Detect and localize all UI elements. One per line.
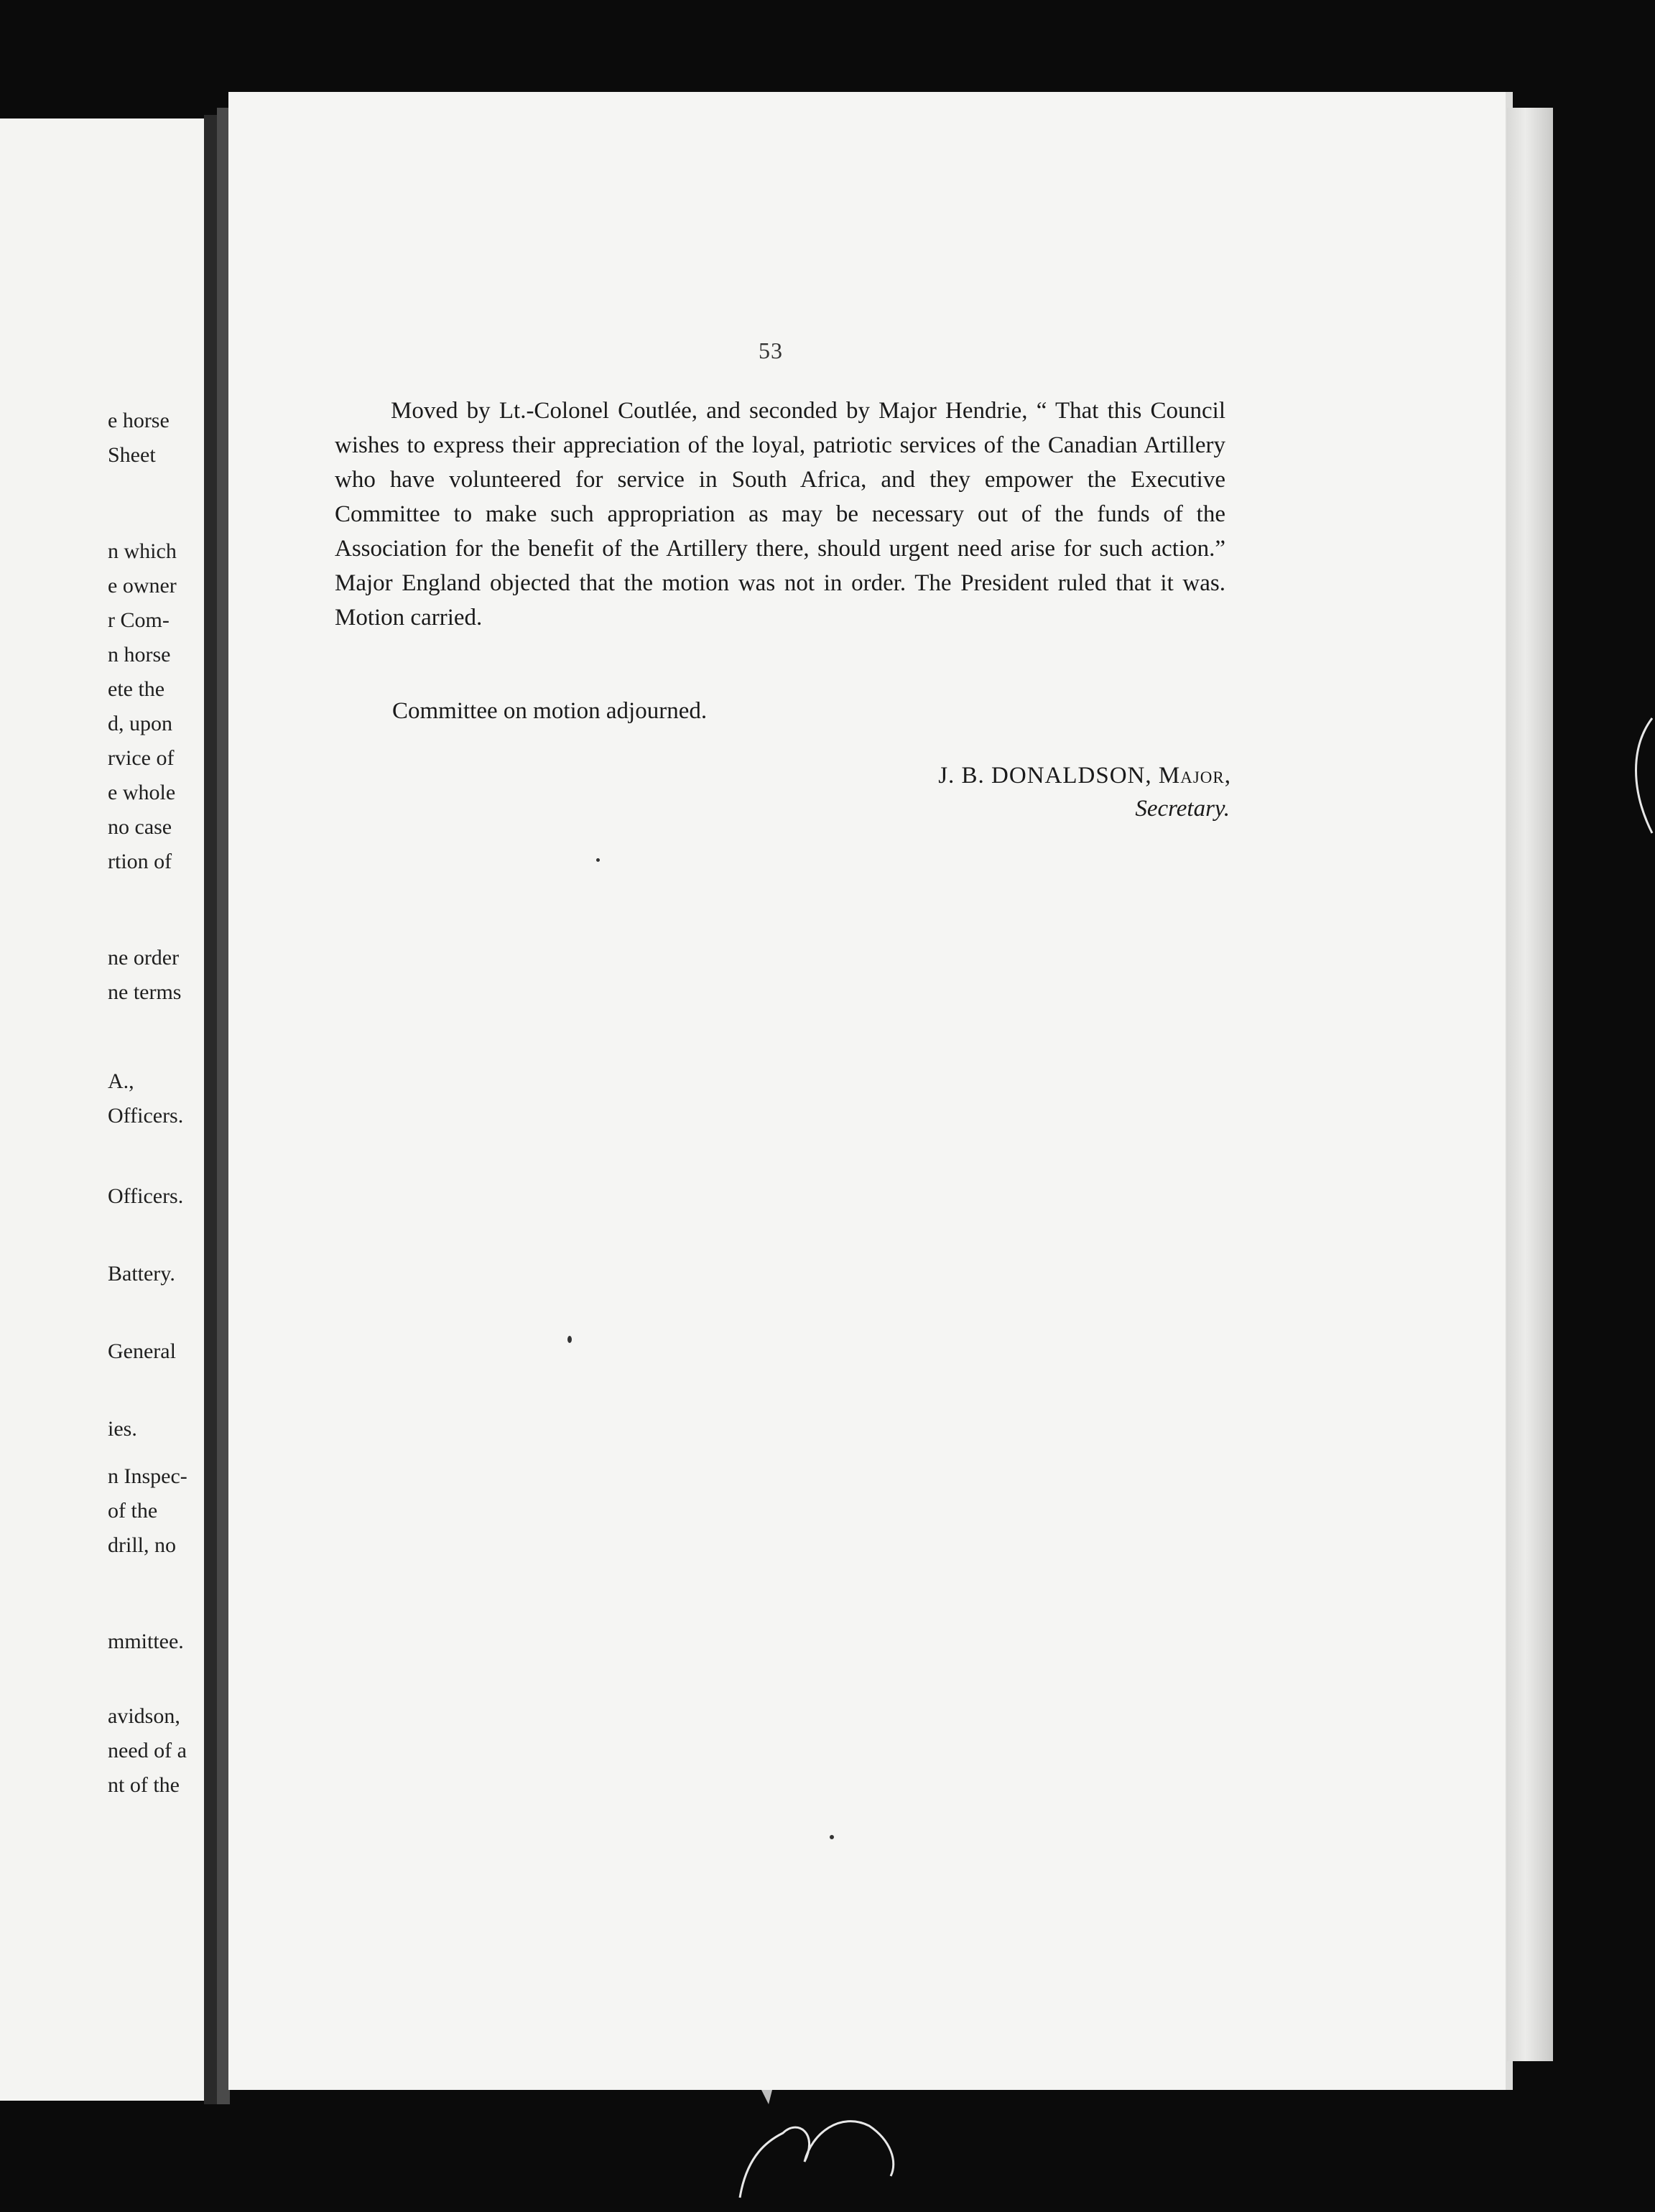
left-page-line: Battery. xyxy=(108,1262,175,1286)
scan-debris-curve xyxy=(718,2090,934,2212)
left-facing-page xyxy=(0,118,215,2101)
left-page-line: n which xyxy=(108,539,177,563)
left-page-line: need of a xyxy=(108,1739,187,1762)
adjournment-line: Committee on motion adjourned. xyxy=(392,698,708,724)
left-page-line: avidson, xyxy=(108,1704,180,1728)
signature-block xyxy=(938,763,1231,789)
signatory-rank: Major, xyxy=(1158,763,1231,789)
motion-paragraph: Moved by Lt.-Colonel Coutlée, and seconded by Major Hendrie, “ That this Council wishes to express their appreciation of the loyal, patriotic services of the Canadian Artillery who have volunteered for service in South Africa, and they empower the Executive Committee to make such appropriation as may be necessary out of the funds of the Association for the benefit of the Artillery there, should urgent need arise for such action.” Major England objected that the motion was not in order. The President ruled that it was. Motion carried. xyxy=(335,398,1225,631)
left-page-line: e horse xyxy=(108,409,170,432)
left-page-line: ete the xyxy=(108,677,165,701)
left-page-line: nt of the xyxy=(108,1773,180,1797)
scan-speck xyxy=(596,858,600,862)
left-page-line: of the xyxy=(108,1499,158,1523)
document-page xyxy=(228,92,1513,2090)
left-page-line: r Com- xyxy=(108,608,170,632)
minutes-paragraph-block xyxy=(335,394,1225,635)
left-page-line: rtion of xyxy=(108,850,172,873)
left-page-line: drill, no xyxy=(108,1533,176,1557)
page-stack-edge xyxy=(1507,108,1553,2061)
left-page-line: d, upon xyxy=(108,712,172,735)
left-page-line: ies. xyxy=(108,1417,137,1441)
left-page-line: e owner xyxy=(108,574,177,598)
left-page-line: Officers. xyxy=(108,1184,184,1208)
book-gutter-shadow xyxy=(204,115,217,2104)
scan-speck xyxy=(567,1336,572,1343)
left-page-line: A., xyxy=(108,1069,134,1093)
left-page-line: Officers. xyxy=(108,1104,184,1128)
signatory-title: Secretary. xyxy=(1135,796,1230,822)
left-page-line: e whole xyxy=(108,781,176,804)
scan-edge-curve xyxy=(1623,704,1655,847)
left-page-line: n Inspec- xyxy=(108,1464,187,1488)
left-page-line: General xyxy=(108,1339,176,1363)
left-page-line: no case xyxy=(108,815,172,839)
signatory-name: J. B. DONALDSON, xyxy=(938,763,1152,789)
left-page-line: Sheet xyxy=(108,443,156,467)
page-number: 53 xyxy=(759,338,783,363)
left-page-line: rvice of xyxy=(108,746,175,770)
scan-speck xyxy=(830,1835,834,1839)
left-page-line: ne order xyxy=(108,946,180,970)
left-page-line: n horse xyxy=(108,643,171,666)
left-page-line: mmittee. xyxy=(108,1630,184,1653)
left-page-line: ne terms xyxy=(108,980,182,1004)
